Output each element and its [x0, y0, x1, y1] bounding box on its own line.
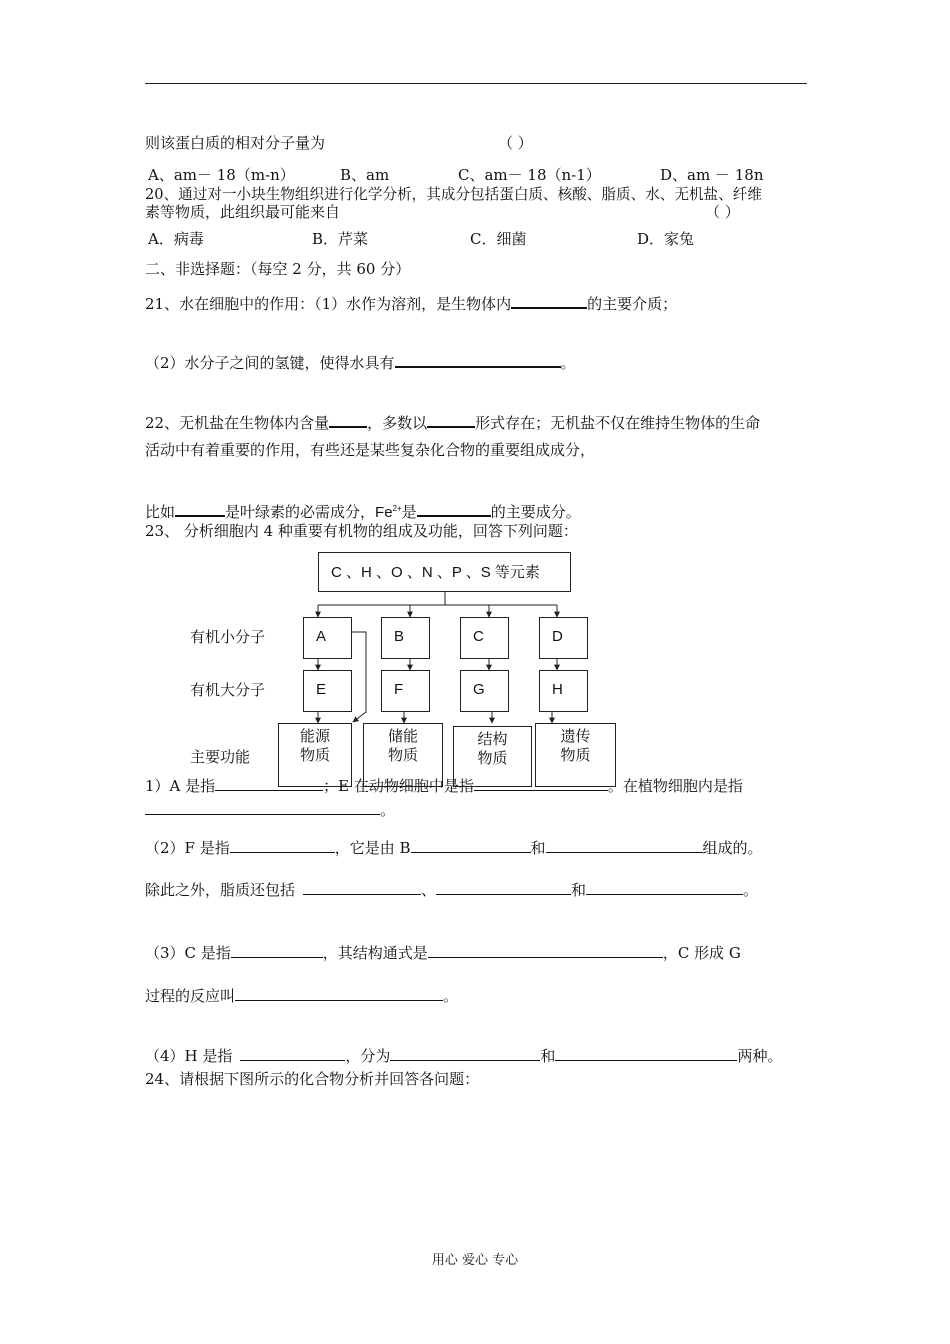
q22-text-d: 比如 [145, 503, 176, 521]
answer-blank[interactable] [145, 799, 380, 815]
q23-s3-text-a: （3）C 是指 [145, 944, 231, 962]
q23-s4-text-b: ，分为 [345, 1047, 391, 1065]
q23-sub3-line2 [145, 985, 458, 1005]
small-molecule-b-box [381, 617, 430, 659]
answer-blank[interactable] [215, 775, 323, 791]
q23-sub2-line1 [145, 837, 763, 857]
answer-blank[interactable] [428, 942, 663, 958]
answer-blank[interactable] [586, 879, 743, 895]
small-molecule-c-box [460, 617, 509, 659]
q22-text-f: 是 [401, 503, 417, 521]
fe-charge: 2+ [392, 504, 402, 513]
answer-blank[interactable] [390, 1045, 540, 1061]
q23-s3-text-d: 过程的反应叫 [145, 987, 236, 1005]
q23-s1-text-b: ；E 在动物细胞中是指 [323, 777, 474, 795]
q19-option-d: D、am － 18n [660, 166, 764, 184]
row-label-functions: 主要功能 [190, 748, 251, 766]
q23-s3-text-e: 。 [443, 987, 459, 1005]
q20-answer-paren: （ ） [705, 203, 740, 221]
answer-blank[interactable] [436, 879, 571, 895]
small-molecule-a-box [303, 617, 352, 659]
answer-blank[interactable] [240, 1045, 345, 1061]
node-label: D [552, 628, 563, 645]
q24-title: 24、请根据下图所示的化合物分析并回答各问题： [145, 1070, 480, 1088]
elements-label: C 、H 、O 、N 、P 、S 等元素 [331, 564, 540, 581]
q19-stem: 则该蛋白质的相对分子量为 [145, 134, 326, 152]
answer-blank[interactable] [555, 1045, 737, 1061]
node-label: H [552, 681, 563, 698]
page-footer: 用心 爱心 专心 [431, 1253, 519, 1268]
q22-text-g: 的主要成分。 [490, 503, 581, 521]
section-heading: 二、非选择题：（每空 2 分，共 60 分） [145, 260, 411, 278]
q20-option-a: A．病毒 [148, 230, 204, 248]
answer-blank[interactable] [235, 985, 443, 1001]
macromolecule-e-box [303, 670, 352, 712]
answer-blank[interactable] [231, 942, 323, 958]
q23-s3-text-b: ，其结构通式是 [322, 944, 428, 962]
node-label: F [394, 681, 404, 698]
function-label: 能源 [299, 727, 330, 745]
node-label: B [394, 628, 405, 645]
answer-blank[interactable] [411, 837, 531, 853]
q23-s2-text-h: 。 [743, 881, 759, 899]
function-label: 物质 [387, 745, 418, 764]
q22-text-e: 是叶绿素的必需成分， [225, 503, 376, 521]
function-label: 遗传 [560, 727, 591, 745]
function-label: 结构 [477, 730, 508, 748]
q21-part2-text: （2）水分子之间的氢键，使得水具有 [145, 354, 395, 372]
q23-s2-text-d: 组成的。 [702, 839, 763, 857]
answer-blank[interactable] [303, 879, 421, 895]
function-label: 储能 [387, 727, 418, 745]
q23-s3-text-c: ，C 形成 G [662, 944, 741, 962]
q23-s1-text-d: 。 [380, 801, 396, 819]
q21-part1-text: 21、水在细胞中的作用：（1）水作为溶剂，是生物体内 [145, 295, 512, 313]
q23-sub1-line2 [145, 799, 395, 819]
q23-s1-text-c: 。在植物细胞内是指 [607, 777, 743, 795]
q19-answer-paren: （ ） [498, 134, 533, 152]
q23-s2-text-e: 除此之外，脂质还包括 [145, 881, 296, 899]
answer-blank[interactable] [230, 837, 335, 853]
q22-text-c: 形式存在；无机盐不仅在维持生物体的生命 [475, 414, 761, 432]
function-label: 物质 [299, 745, 330, 764]
q20-option-b: B．芹菜 [312, 230, 369, 248]
function-label: 物质 [560, 745, 591, 764]
q20-option-c: C．细菌 [470, 230, 527, 248]
q23-s2-text-c: 和 [530, 839, 546, 857]
q22-text-a: 22、无机盐在生物体内含量 [145, 414, 330, 432]
macromolecule-f-box [381, 670, 430, 712]
answer-blank[interactable] [546, 837, 703, 853]
macromolecule-g-box [460, 670, 509, 712]
elements-box [318, 552, 571, 592]
node-label: E [316, 681, 327, 698]
function-label: 物质 [477, 748, 508, 767]
q23-s4-text-a: （4）H 是指 [145, 1047, 233, 1065]
q22-line2: 活动中有着重要的作用，有些还是某些复杂化合物的重要组成成分， [145, 441, 596, 459]
q19-option-a: A、am－ 18（m-n） [148, 166, 295, 184]
row-label-small-molecules: 有机小分子 [190, 628, 266, 646]
fe-label: Fe [375, 504, 393, 521]
node-label: A [316, 628, 327, 645]
q23-title: 23、 分析细胞内 4 种重要有机物的组成及功能，回答下列问题： [145, 522, 578, 540]
q19-option-b: B、am [340, 166, 390, 184]
q22-text-b: ，多数以 [367, 414, 428, 432]
q23-s1-text-a: 1）A 是指 [145, 777, 216, 795]
q20-line2: 素等物质，此组织最可能来自 [145, 203, 341, 221]
q23-s2-text-g: 和 [571, 881, 587, 899]
small-molecule-d-box [539, 617, 588, 659]
q23-s2-text-b: ，它是由 B [334, 839, 411, 857]
q23-sub3-line1 [145, 942, 741, 962]
q23-s4-text-d: 两种。 [737, 1047, 783, 1065]
q23-sub4-line1 [145, 1045, 782, 1065]
node-label: C [473, 628, 484, 645]
q20-line1: 20、通过对一小块生物组织进行化学分析，其成分包括蛋白质、核酸、脂质、水、无机盐、纤维 [145, 186, 762, 203]
q19-option-c: C、am－ 18（n-1） [458, 166, 601, 184]
q21-part1-tail: 的主要介质； [587, 295, 678, 313]
macromolecule-h-box [539, 670, 588, 712]
q23-s4-text-c: 和 [540, 1047, 556, 1065]
q23-s2-text-a: （2）F 是指 [145, 839, 230, 857]
q23-sub1-line1 [145, 775, 743, 795]
answer-blank[interactable] [474, 775, 608, 791]
q23-s2-text-f: 、 [421, 881, 437, 899]
node-label: G [473, 681, 485, 698]
q23-sub2-line2 [145, 879, 758, 899]
row-label-macromolecules: 有机大分子 [190, 681, 266, 699]
q20-option-d: D．家兔 [637, 230, 695, 248]
q21-part2-tail: 。 [560, 354, 576, 372]
